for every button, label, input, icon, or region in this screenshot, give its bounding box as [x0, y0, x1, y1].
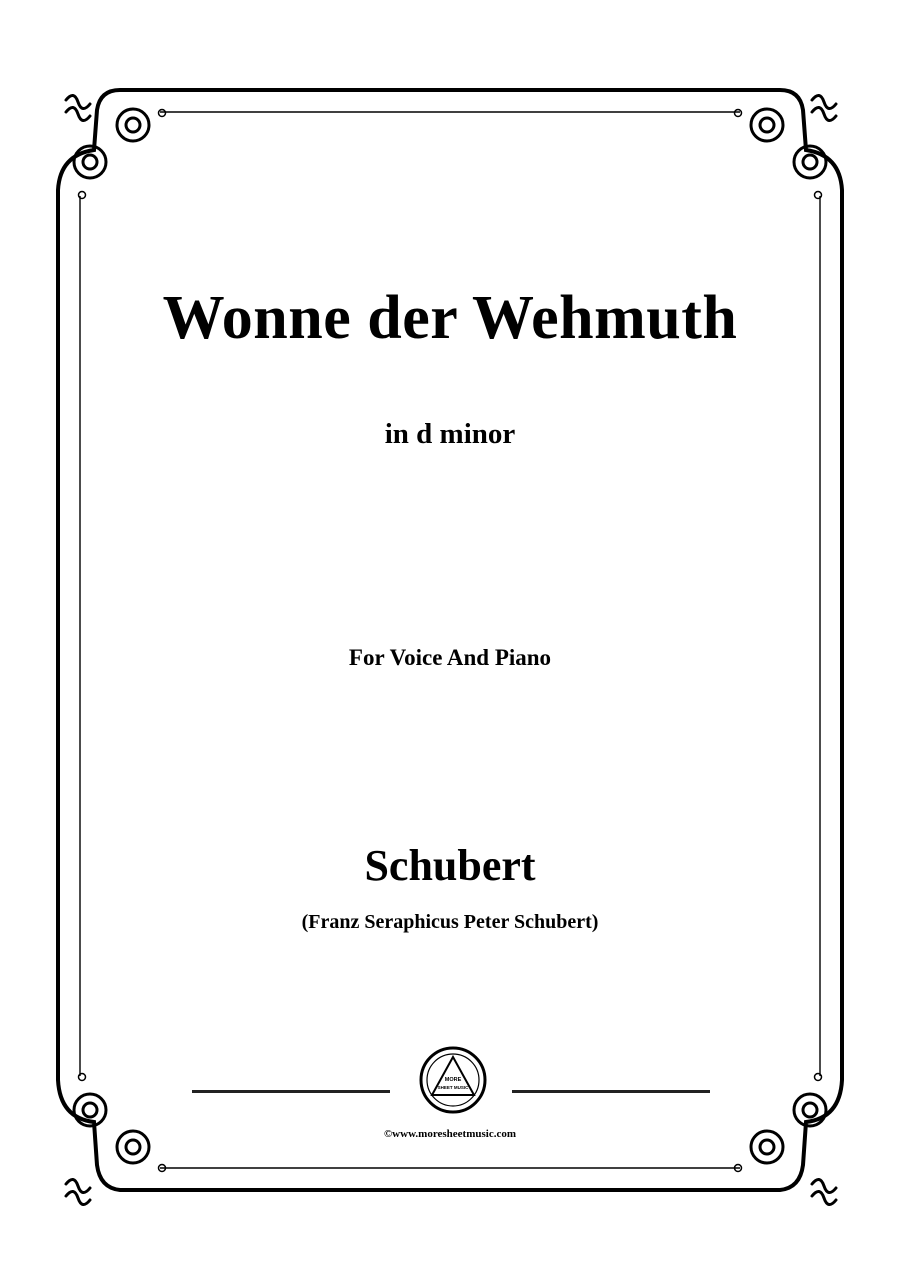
divider-left: [192, 1090, 390, 1093]
instrumentation: For Voice And Piano: [348, 645, 552, 670]
publisher-seal-icon: [418, 1045, 488, 1115]
divider-right: [512, 1090, 710, 1093]
seal-text-bottom: SHEET MUSIC: [437, 1085, 469, 1090]
key-signature: in d minor: [384, 418, 516, 450]
composer-full-name: (Franz Seraphicus Peter Schubert): [301, 911, 599, 933]
corner-flourish-icon: [74, 109, 826, 1163]
composer-name: Schubert: [364, 841, 536, 890]
copyright-url: ©www.moresheetmusic.com: [383, 1128, 517, 1140]
piece-title: Wonne der Wehmuth: [162, 284, 738, 352]
seal-text-top: MORE: [444, 1077, 462, 1083]
